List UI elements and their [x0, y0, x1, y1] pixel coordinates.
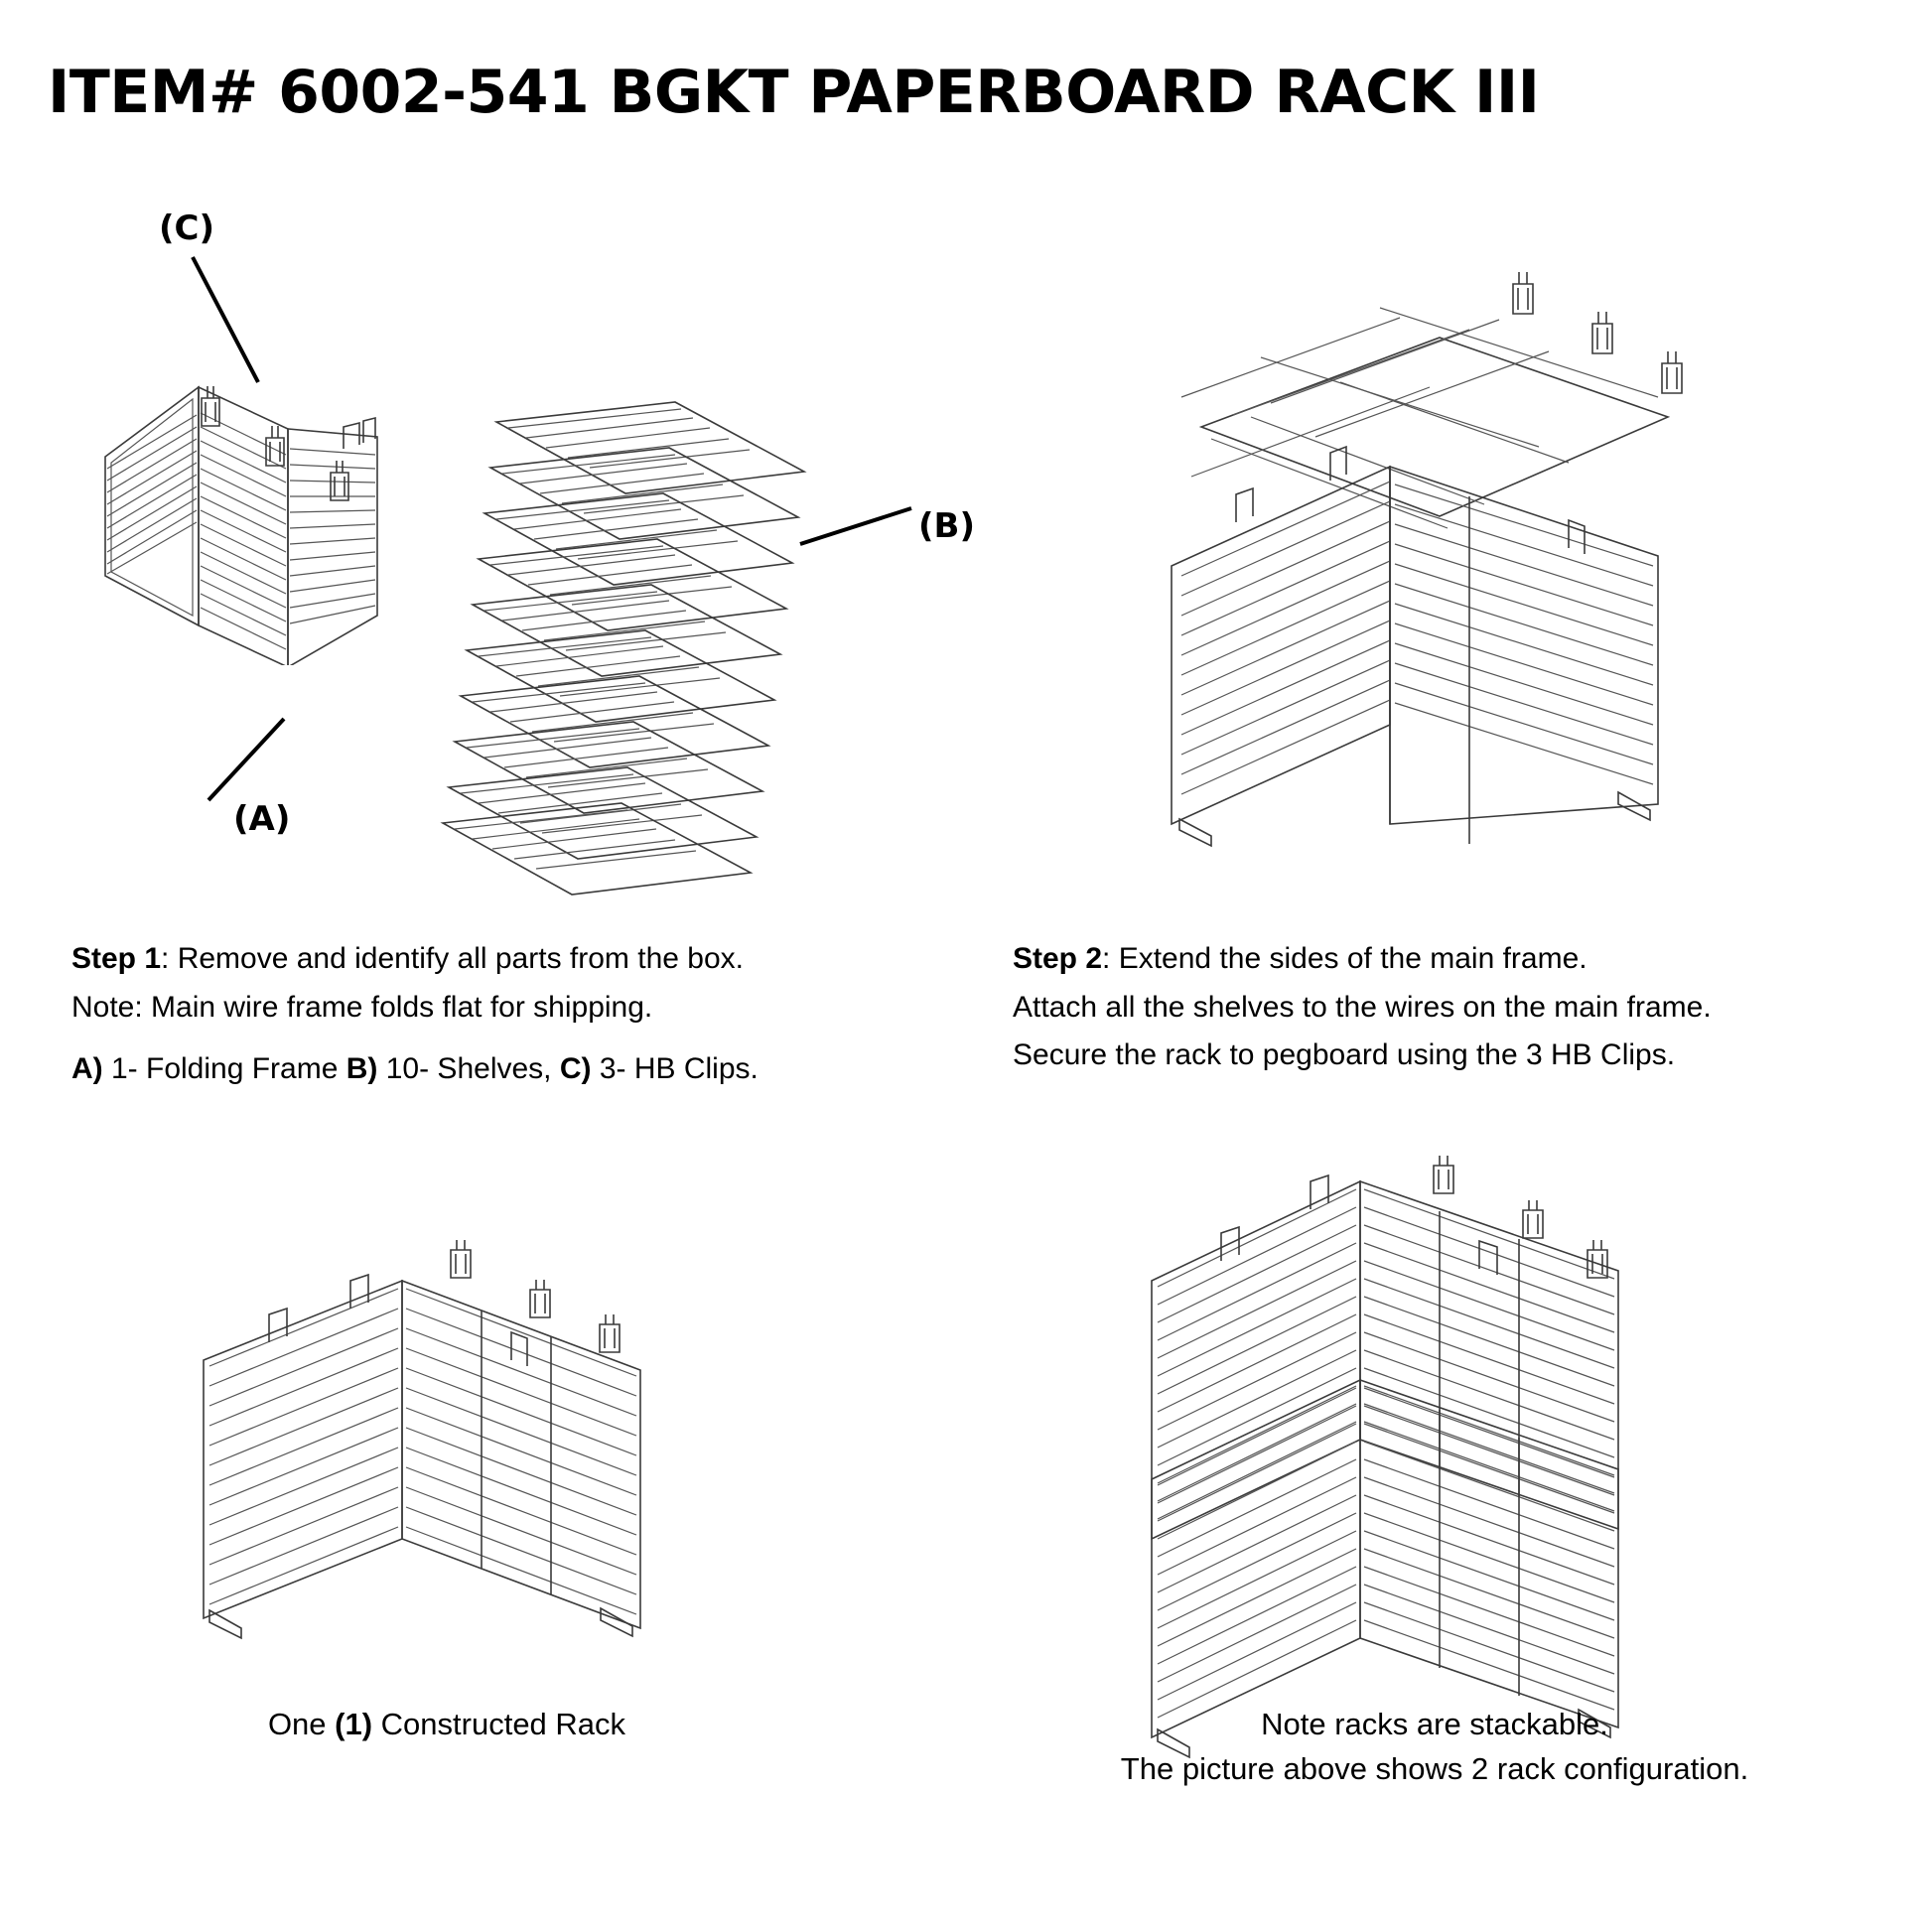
step-1-text — [71, 938, 886, 1097]
caption-left-pre: One — [267, 1707, 336, 1741]
part-c-text: 3- HB Clips. — [591, 1052, 759, 1086]
hb-clip-stacked-2 — [1519, 1196, 1553, 1246]
step-2-label: Step 2 — [1013, 942, 1103, 975]
hb-clip-part-2 — [258, 422, 298, 478]
callout-leader-c — [189, 253, 278, 392]
step-1-label: Step 1 — [71, 942, 162, 975]
callout-leader-b — [794, 496, 923, 556]
part-b-text: 10- Shelves, — [377, 1052, 560, 1086]
caption-right-line2: The picture above shows 2 rack configuration. — [1120, 1750, 1749, 1786]
callout-label-a: (A) — [233, 799, 291, 839]
hb-clip-stacked-3 — [1584, 1236, 1617, 1286]
hb-clip-attached-3 — [596, 1311, 629, 1360]
part-b-label: B) — [345, 1052, 378, 1086]
caption-stackable-note — [1003, 1703, 1866, 1792]
folded-wire-frame-diagram — [89, 377, 387, 665]
part-c-label: C) — [559, 1052, 592, 1086]
step-2-line3: Secure the rack to pegboard using the 3 HB Clips. — [1013, 1038, 1676, 1072]
step-2-line2: Attach all the shelves to the wires on the main frame. — [1013, 990, 1712, 1024]
part-a-label: A) — [71, 1052, 103, 1086]
rack-assembly-diagram — [1142, 268, 1827, 884]
part-a-text: 1- Folding Frame — [102, 1052, 346, 1086]
step-1-line2: Note: Main wire frame folds flat for shipping. — [71, 990, 653, 1024]
step-2-line1: : Extend the sides of the main frame. — [1102, 942, 1587, 975]
hb-clip-attached-2 — [526, 1276, 560, 1325]
step-1-line1: : Remove and identify all parts from the box. — [161, 942, 744, 975]
shelves-stack-diagram — [437, 382, 864, 898]
caption-right-line1: Note racks are stackable. — [1261, 1707, 1608, 1741]
stacked-racks-diagram — [1122, 1142, 1737, 1777]
caption-constructed-rack — [119, 1703, 774, 1747]
hb-clip-part-3 — [323, 457, 362, 512]
caption-left-post: Constructed Rack — [372, 1707, 626, 1741]
callout-label-b: (B) — [918, 506, 975, 546]
hb-clip-part-1 — [194, 382, 233, 438]
step-2-text — [1013, 938, 1886, 1083]
hb-clip-stacked-1 — [1430, 1152, 1463, 1201]
callout-label-c: (C) — [159, 208, 215, 248]
page-title: ITEM# 6002-541 BGKT PAPERBOARD RACK III — [48, 58, 1540, 127]
hb-clip-attached-1 — [447, 1236, 481, 1286]
caption-left-bold: (1) — [335, 1707, 373, 1741]
